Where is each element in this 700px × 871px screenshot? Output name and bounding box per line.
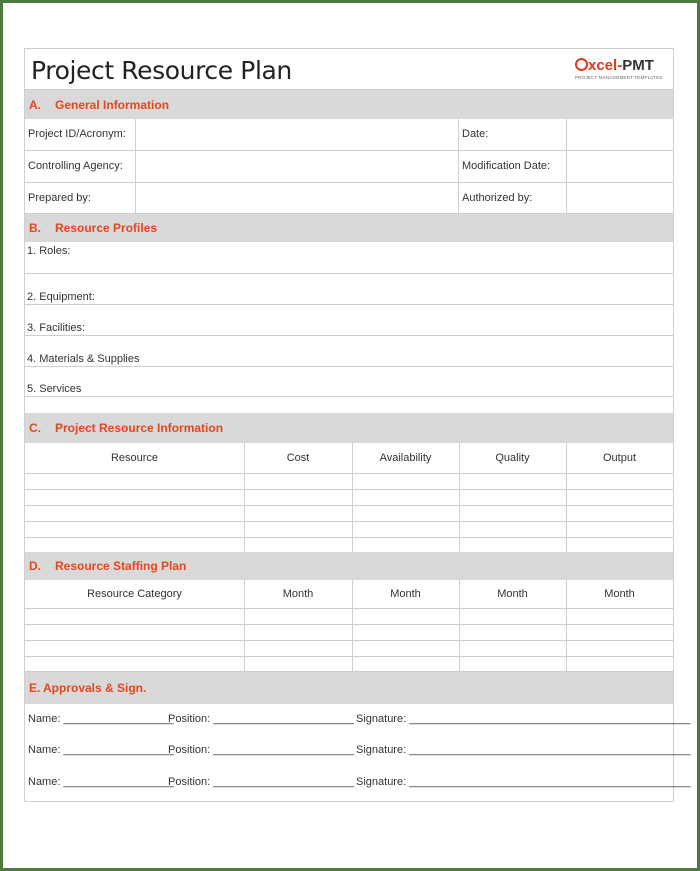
section-a-letter: A. (29, 97, 41, 112)
resource-plan-sheet (24, 48, 691, 802)
profile-equipment-label: 2. Equipment: (27, 291, 95, 303)
authorized-by-label: Authorized by: (462, 192, 533, 204)
resource-info-header-row (25, 443, 673, 474)
profile-roles-row[interactable] (25, 242, 673, 274)
date-label-cell (458, 119, 566, 150)
page-title: Project Resource Plan (31, 56, 292, 85)
column-divider (352, 580, 353, 672)
col-resource-category: Resource Category (87, 588, 182, 600)
col-quality: Quality (495, 452, 530, 464)
col-month-2: Month (390, 588, 421, 600)
section-d-header (25, 552, 673, 580)
section-b-letter: B. (29, 221, 41, 235)
mod-date-label-cell (458, 151, 566, 182)
title-row (25, 49, 673, 90)
approval-position-2[interactable]: Position: _______________________ (168, 744, 354, 756)
section-d-title: Resource Staffing Plan (55, 559, 187, 573)
section-e-header (25, 672, 673, 704)
logo-e-icon (575, 58, 588, 71)
section-b-title: Resource Profiles (55, 221, 158, 235)
section-c-header (25, 413, 673, 443)
col-month-3: Month (497, 588, 528, 600)
agency-label: Controlling Agency: (28, 160, 123, 172)
section-d-letter: D. (29, 559, 41, 573)
profile-facilities-row[interactable] (25, 305, 673, 336)
page-frame (3, 3, 697, 868)
table-row[interactable] (25, 609, 673, 625)
col-month-4: Month (604, 588, 635, 600)
logo-brand: xcel- (588, 57, 623, 74)
date-field[interactable] (566, 119, 673, 150)
prepared-by-label: Prepared by: (28, 192, 91, 204)
column-divider (352, 443, 353, 552)
table-row[interactable] (25, 490, 673, 506)
approval-signature-2[interactable]: Signature: ______________________________________________ (356, 744, 691, 756)
section-e-letter: E. (29, 681, 41, 695)
project-id-label: Project ID/Acronym: (28, 128, 126, 140)
mod-date-label: Modification Date: (462, 160, 551, 172)
prepared-by-field[interactable] (135, 183, 458, 213)
section-c-letter: C. (29, 421, 41, 435)
column-divider (244, 580, 245, 672)
approval-name-3[interactable]: Name: __________________ (28, 776, 174, 788)
authorized-label-cell (458, 183, 566, 213)
column-divider (459, 443, 460, 552)
table-row[interactable] (25, 657, 673, 672)
table-row[interactable] (25, 625, 673, 641)
mod-date-field[interactable] (566, 151, 673, 182)
section-b-header (25, 214, 673, 242)
agency-field[interactable] (135, 151, 458, 182)
authorized-by-field[interactable] (566, 183, 673, 213)
section-c-title: Project Resource Information (55, 421, 224, 435)
profile-materials-label: 4. Materials & Supplies (27, 353, 140, 365)
approval-name-1[interactable]: Name: __________________ (28, 713, 174, 725)
section-a-header (25, 90, 673, 119)
col-cost: Cost (286, 452, 310, 464)
approval-name-2[interactable]: Name: __________________ (28, 744, 174, 756)
general-row-3 (25, 183, 673, 214)
section-a-title: General Information (55, 97, 170, 112)
profile-services-row[interactable] (25, 367, 673, 397)
table-row[interactable] (25, 474, 673, 490)
column-divider (566, 443, 567, 552)
excel-pmt-logo (575, 58, 665, 84)
table-row[interactable] (25, 538, 673, 553)
column-divider (566, 580, 567, 672)
table-row[interactable] (25, 506, 673, 522)
general-row-2 (25, 151, 673, 183)
column-divider (244, 443, 245, 552)
profile-facilities-label: 3. Facilities: (27, 322, 86, 334)
col-output: Output (602, 452, 637, 464)
profile-services-label: 5. Services (27, 383, 82, 395)
date-label: Date: (462, 128, 489, 140)
col-month-1: Month (282, 588, 314, 600)
approval-position-1[interactable]: Position: _______________________ (168, 713, 354, 725)
col-resource: Resource (110, 452, 159, 464)
col-availability: Availability (379, 452, 432, 464)
general-row-1 (25, 119, 673, 151)
project-id-field[interactable] (135, 119, 458, 150)
profile-equipment-row[interactable] (25, 274, 673, 305)
approval-signature-1[interactable]: Signature: ______________________________________________ (356, 713, 691, 725)
table-row[interactable] (25, 522, 673, 538)
logo-suffix: PMT (622, 57, 654, 74)
approval-position-3[interactable]: Position: _______________________ (168, 776, 354, 788)
section-e-title: Approvals & Sign. (43, 681, 147, 695)
logo-tagline: PROJECT MANAGEMENT TEMPLATES (575, 75, 663, 80)
staffing-header-row (25, 580, 673, 609)
column-divider (459, 580, 460, 672)
profile-roles-label: 1. Roles: (27, 245, 71, 257)
approval-signature-3[interactable]: Signature: ______________________________________________ (356, 776, 691, 788)
profile-materials-row[interactable] (25, 336, 673, 367)
table-row[interactable] (25, 641, 673, 657)
